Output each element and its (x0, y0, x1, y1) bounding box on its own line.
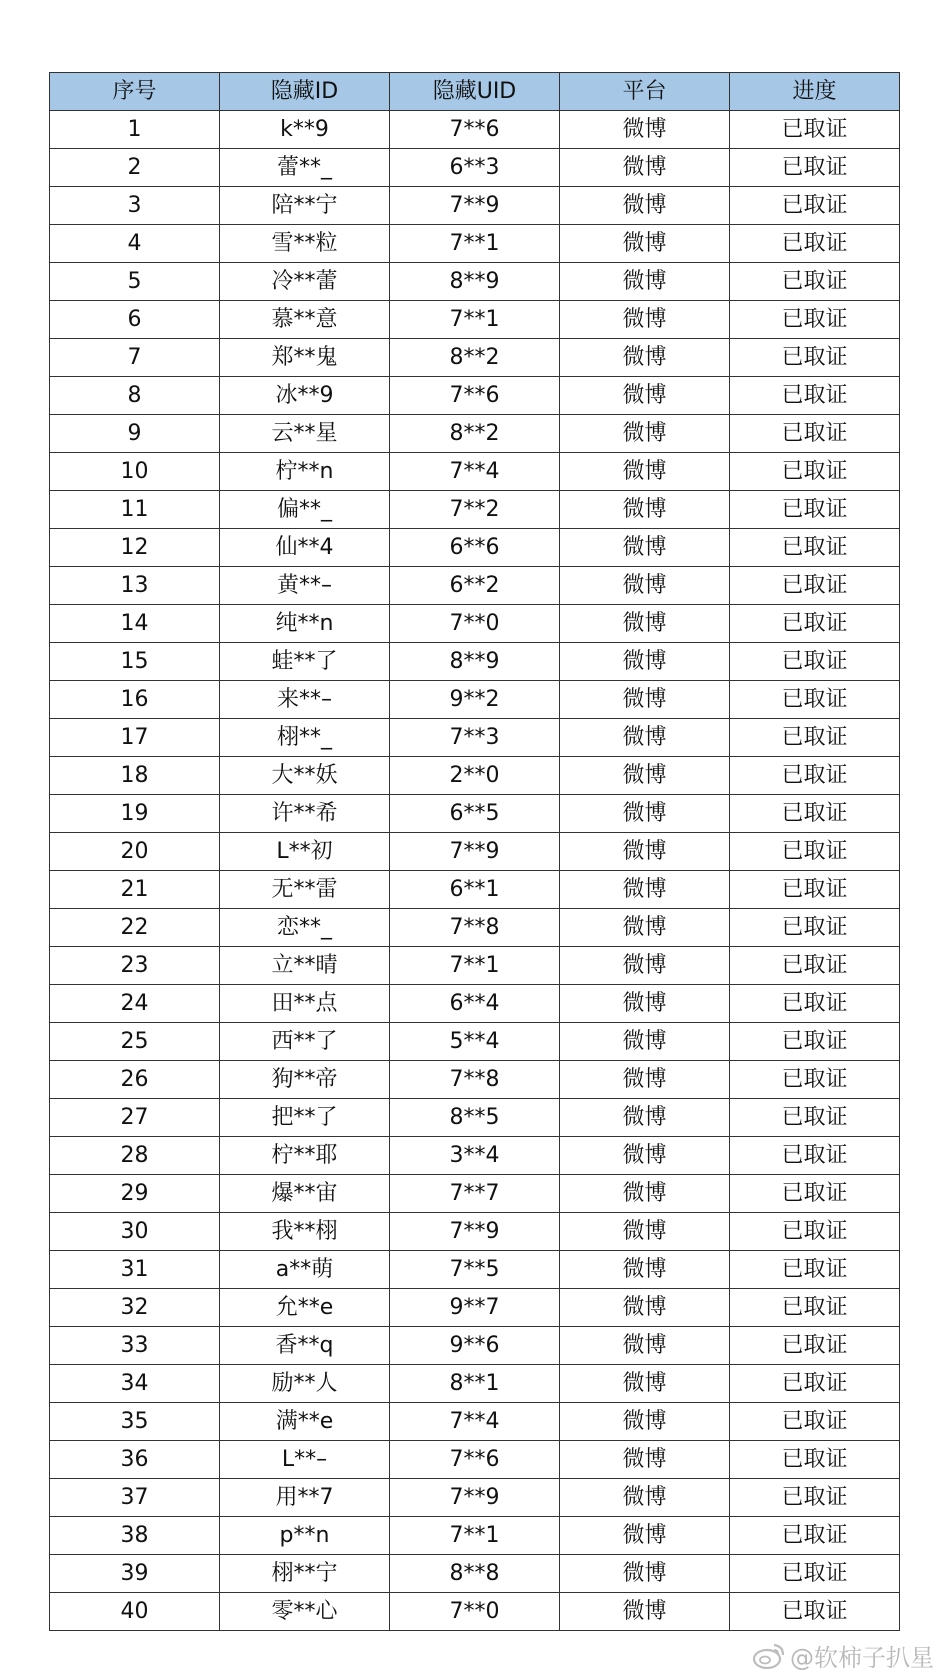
cell-platform: 微博 (560, 605, 730, 643)
cell-progress: 已取证 (730, 1365, 900, 1403)
cell-platform: 微博 (560, 1403, 730, 1441)
cell-progress: 已取证 (730, 757, 900, 795)
cell-platform: 微博 (560, 947, 730, 985)
cell-hidden-id: 我**栩 (220, 1213, 390, 1251)
cell-hidden-uid: 7**9 (390, 1479, 560, 1517)
table-row (50, 605, 900, 643)
cell-hidden-uid: 7**1 (390, 301, 560, 339)
cell-progress: 已取证 (730, 1289, 900, 1327)
cell-hidden-uid: 7**1 (390, 947, 560, 985)
cell-platform: 微博 (560, 985, 730, 1023)
cell-progress: 已取证 (730, 415, 900, 453)
table-header (50, 73, 900, 111)
cell-index: 23 (50, 947, 220, 985)
table-row (50, 149, 900, 187)
cell-hidden-id: 励**人 (220, 1365, 390, 1403)
cell-hidden-uid: 9**6 (390, 1327, 560, 1365)
watermark-text: @软柿子扒星 (790, 1644, 934, 1672)
table-row (50, 1289, 900, 1327)
cell-hidden-uid: 7**6 (390, 111, 560, 149)
cell-index: 39 (50, 1555, 220, 1593)
cell-hidden-id: 云**星 (220, 415, 390, 453)
cell-index: 37 (50, 1479, 220, 1517)
header-index: 序号 (50, 73, 220, 111)
cell-hidden-id: 恋**_ (220, 909, 390, 947)
cell-progress: 已取证 (730, 377, 900, 415)
cell-platform: 微博 (560, 149, 730, 187)
table-row (50, 1555, 900, 1593)
cell-hidden-uid: 8**8 (390, 1555, 560, 1593)
header-hidden-id: 隐藏ID (220, 73, 390, 111)
cell-hidden-id: a**萌 (220, 1251, 390, 1289)
cell-platform: 微博 (560, 415, 730, 453)
cell-hidden-uid: 7**7 (390, 1175, 560, 1213)
cell-platform: 微博 (560, 1213, 730, 1251)
table-row (50, 1251, 900, 1289)
table-row (50, 833, 900, 871)
table-row (50, 757, 900, 795)
table-row (50, 871, 900, 909)
cell-platform: 微博 (560, 1289, 730, 1327)
cell-progress: 已取证 (730, 339, 900, 377)
cell-index: 24 (50, 985, 220, 1023)
cell-hidden-id: 大**妖 (220, 757, 390, 795)
cell-index: 28 (50, 1137, 220, 1175)
cell-hidden-uid: 7**9 (390, 187, 560, 225)
cell-progress: 已取证 (730, 301, 900, 339)
cell-progress: 已取证 (730, 149, 900, 187)
cell-hidden-id: 爆**宙 (220, 1175, 390, 1213)
cell-progress: 已取证 (730, 1061, 900, 1099)
cell-hidden-id: 允**e (220, 1289, 390, 1327)
cell-hidden-id: 蛙**了 (220, 643, 390, 681)
table-row (50, 1365, 900, 1403)
cell-index: 20 (50, 833, 220, 871)
cell-hidden-uid: 7**8 (390, 1061, 560, 1099)
cell-index: 27 (50, 1099, 220, 1137)
cell-index: 16 (50, 681, 220, 719)
table-row (50, 491, 900, 529)
cell-index: 15 (50, 643, 220, 681)
cell-hidden-uid: 5**4 (390, 1023, 560, 1061)
table-row (50, 415, 900, 453)
cell-progress: 已取证 (730, 795, 900, 833)
cell-index: 2 (50, 149, 220, 187)
cell-hidden-id: 仙**4 (220, 529, 390, 567)
table-row (50, 643, 900, 681)
cell-platform: 微博 (560, 339, 730, 377)
cell-platform: 微博 (560, 909, 730, 947)
cell-progress: 已取证 (730, 1441, 900, 1479)
cell-hidden-uid: 7**5 (390, 1251, 560, 1289)
cell-platform: 微博 (560, 1099, 730, 1137)
cell-platform: 微博 (560, 1365, 730, 1403)
cell-platform: 微博 (560, 1251, 730, 1289)
cell-index: 8 (50, 377, 220, 415)
cell-index: 33 (50, 1327, 220, 1365)
cell-hidden-uid: 7**1 (390, 1517, 560, 1555)
cell-platform: 微博 (560, 1175, 730, 1213)
cell-index: 40 (50, 1593, 220, 1631)
cell-hidden-uid: 9**7 (390, 1289, 560, 1327)
cell-platform: 微博 (560, 111, 730, 149)
cell-platform: 微博 (560, 1061, 730, 1099)
cell-index: 22 (50, 909, 220, 947)
header-row (50, 73, 900, 111)
cell-progress: 已取证 (730, 643, 900, 681)
cell-platform: 微博 (560, 1137, 730, 1175)
cell-hidden-uid: 7**6 (390, 1441, 560, 1479)
table-row (50, 795, 900, 833)
cell-hidden-uid: 7**2 (390, 491, 560, 529)
cell-progress: 已取证 (730, 1517, 900, 1555)
cell-progress: 已取证 (730, 985, 900, 1023)
table-row (50, 1137, 900, 1175)
table-row (50, 681, 900, 719)
cell-progress: 已取证 (730, 871, 900, 909)
cell-platform: 微博 (560, 301, 730, 339)
cell-index: 9 (50, 415, 220, 453)
cell-platform: 微博 (560, 187, 730, 225)
cell-index: 34 (50, 1365, 220, 1403)
cell-platform: 微博 (560, 1517, 730, 1555)
cell-index: 12 (50, 529, 220, 567)
table-row (50, 301, 900, 339)
cell-platform: 微博 (560, 833, 730, 871)
cell-progress: 已取证 (730, 1593, 900, 1631)
cell-hidden-uid: 7**3 (390, 719, 560, 757)
cell-hidden-id: 冰**9 (220, 377, 390, 415)
evidence-table (49, 72, 900, 1631)
cell-hidden-uid: 8**1 (390, 1365, 560, 1403)
cell-index: 29 (50, 1175, 220, 1213)
cell-platform: 微博 (560, 529, 730, 567)
cell-hidden-id: 把**了 (220, 1099, 390, 1137)
cell-platform: 微博 (560, 1593, 730, 1631)
cell-index: 4 (50, 225, 220, 263)
cell-hidden-id: 栩**宁 (220, 1555, 390, 1593)
cell-index: 31 (50, 1251, 220, 1289)
cell-platform: 微博 (560, 795, 730, 833)
cell-hidden-uid: 8**2 (390, 415, 560, 453)
cell-hidden-id: k**9 (220, 111, 390, 149)
cell-platform: 微博 (560, 225, 730, 263)
cell-platform: 微博 (560, 643, 730, 681)
cell-index: 13 (50, 567, 220, 605)
table-row (50, 567, 900, 605)
cell-hidden-id: 陪**宁 (220, 187, 390, 225)
cell-hidden-id: 蕾**_ (220, 149, 390, 187)
cell-hidden-uid: 6**3 (390, 149, 560, 187)
cell-index: 32 (50, 1289, 220, 1327)
table-row (50, 187, 900, 225)
cell-index: 26 (50, 1061, 220, 1099)
cell-hidden-uid: 7**9 (390, 1213, 560, 1251)
cell-hidden-uid: 8**5 (390, 1099, 560, 1137)
cell-hidden-id: 来**– (220, 681, 390, 719)
cell-hidden-id: 柠**n (220, 453, 390, 491)
cell-hidden-uid: 8**2 (390, 339, 560, 377)
cell-index: 36 (50, 1441, 220, 1479)
cell-progress: 已取证 (730, 909, 900, 947)
cell-index: 19 (50, 795, 220, 833)
table-row (50, 1175, 900, 1213)
cell-progress: 已取证 (730, 1403, 900, 1441)
cell-hidden-id: 田**点 (220, 985, 390, 1023)
cell-index: 7 (50, 339, 220, 377)
cell-progress: 已取证 (730, 719, 900, 757)
cell-index: 1 (50, 111, 220, 149)
cell-hidden-id: 西**了 (220, 1023, 390, 1061)
table-row (50, 529, 900, 567)
cell-progress: 已取证 (730, 529, 900, 567)
cell-progress: 已取证 (730, 1213, 900, 1251)
cell-platform: 微博 (560, 871, 730, 909)
cell-index: 35 (50, 1403, 220, 1441)
cell-progress: 已取证 (730, 491, 900, 529)
cell-platform: 微博 (560, 1023, 730, 1061)
header-platform: 平台 (560, 73, 730, 111)
cell-index: 38 (50, 1517, 220, 1555)
header-progress: 进度 (730, 73, 900, 111)
cell-platform: 微博 (560, 1555, 730, 1593)
table-row (50, 1061, 900, 1099)
cell-hidden-uid: 7**4 (390, 1403, 560, 1441)
cell-index: 17 (50, 719, 220, 757)
cell-hidden-uid: 7**6 (390, 377, 560, 415)
table-row (50, 453, 900, 491)
cell-progress: 已取证 (730, 1023, 900, 1061)
cell-progress: 已取证 (730, 947, 900, 985)
table-row (50, 225, 900, 263)
table-row (50, 111, 900, 149)
cell-platform: 微博 (560, 453, 730, 491)
table-row (50, 947, 900, 985)
cell-index: 5 (50, 263, 220, 301)
cell-progress: 已取证 (730, 1479, 900, 1517)
cell-hidden-uid: 7**0 (390, 1593, 560, 1631)
cell-index: 11 (50, 491, 220, 529)
cell-platform: 微博 (560, 719, 730, 757)
table-row (50, 1517, 900, 1555)
cell-hidden-id: 狗**帝 (220, 1061, 390, 1099)
cell-progress: 已取证 (730, 1175, 900, 1213)
cell-hidden-uid: 6**1 (390, 871, 560, 909)
table-row (50, 719, 900, 757)
cell-hidden-uid: 7**4 (390, 453, 560, 491)
cell-hidden-id: 偏**_ (220, 491, 390, 529)
cell-hidden-uid: 7**0 (390, 605, 560, 643)
table-row (50, 1213, 900, 1251)
cell-progress: 已取证 (730, 453, 900, 491)
cell-platform: 微博 (560, 681, 730, 719)
cell-index: 10 (50, 453, 220, 491)
cell-platform: 微博 (560, 377, 730, 415)
cell-progress: 已取证 (730, 605, 900, 643)
cell-hidden-id: p**n (220, 1517, 390, 1555)
cell-hidden-id: 栩**_ (220, 719, 390, 757)
cell-hidden-uid: 6**5 (390, 795, 560, 833)
cell-hidden-id: 柠**耶 (220, 1137, 390, 1175)
table-row (50, 339, 900, 377)
cell-index: 21 (50, 871, 220, 909)
cell-platform: 微博 (560, 567, 730, 605)
cell-hidden-id: 满**e (220, 1403, 390, 1441)
cell-hidden-id: L**初 (220, 833, 390, 871)
cell-hidden-id: 黄**– (220, 567, 390, 605)
cell-progress: 已取证 (730, 833, 900, 871)
cell-index: 3 (50, 187, 220, 225)
cell-progress: 已取证 (730, 187, 900, 225)
cell-hidden-id: 香**q (220, 1327, 390, 1365)
cell-hidden-uid: 8**9 (390, 643, 560, 681)
cell-hidden-id: 用**7 (220, 1479, 390, 1517)
table-row (50, 1441, 900, 1479)
cell-hidden-uid: 9**2 (390, 681, 560, 719)
cell-index: 6 (50, 301, 220, 339)
table-row (50, 1593, 900, 1631)
cell-hidden-uid: 6**4 (390, 985, 560, 1023)
cell-index: 30 (50, 1213, 220, 1251)
cell-progress: 已取证 (730, 1099, 900, 1137)
cell-hidden-id: 雪**粒 (220, 225, 390, 263)
table-row (50, 985, 900, 1023)
cell-hidden-id: 无**雷 (220, 871, 390, 909)
cell-hidden-uid: 7**9 (390, 833, 560, 871)
cell-hidden-id: 许**希 (220, 795, 390, 833)
cell-progress: 已取证 (730, 1327, 900, 1365)
cell-index: 18 (50, 757, 220, 795)
cell-index: 14 (50, 605, 220, 643)
table-row (50, 377, 900, 415)
table-row (50, 1099, 900, 1137)
cell-hidden-id: 慕**意 (220, 301, 390, 339)
watermark (752, 1638, 934, 1673)
cell-hidden-id: 立**晴 (220, 947, 390, 985)
weibo-logo-icon (752, 1642, 786, 1670)
cell-hidden-uid: 2**0 (390, 757, 560, 795)
cell-index: 25 (50, 1023, 220, 1061)
cell-hidden-uid: 8**9 (390, 263, 560, 301)
cell-hidden-id: L**– (220, 1441, 390, 1479)
cell-hidden-id: 纯**n (220, 605, 390, 643)
table-row (50, 1479, 900, 1517)
cell-platform: 微博 (560, 1441, 730, 1479)
cell-hidden-id: 零**心 (220, 1593, 390, 1631)
cell-hidden-uid: 7**8 (390, 909, 560, 947)
cell-platform: 微博 (560, 1327, 730, 1365)
cell-progress: 已取证 (730, 263, 900, 301)
cell-hidden-uid: 3**4 (390, 1137, 560, 1175)
cell-progress: 已取证 (730, 681, 900, 719)
table-row (50, 1327, 900, 1365)
table-row (50, 263, 900, 301)
cell-platform: 微博 (560, 757, 730, 795)
table-row (50, 1023, 900, 1061)
cell-progress: 已取证 (730, 567, 900, 605)
cell-progress: 已取证 (730, 111, 900, 149)
cell-progress: 已取证 (730, 1251, 900, 1289)
header-hidden-uid: 隐藏UID (390, 73, 560, 111)
cell-platform: 微博 (560, 263, 730, 301)
cell-hidden-id: 冷**蕾 (220, 263, 390, 301)
cell-progress: 已取证 (730, 1555, 900, 1593)
cell-progress: 已取证 (730, 1137, 900, 1175)
cell-hidden-uid: 7**1 (390, 225, 560, 263)
cell-hidden-uid: 6**6 (390, 529, 560, 567)
cell-hidden-uid: 6**2 (390, 567, 560, 605)
table-row (50, 909, 900, 947)
cell-platform: 微博 (560, 1479, 730, 1517)
cell-hidden-id: 郑**鬼 (220, 339, 390, 377)
table-body (50, 111, 900, 1631)
cell-platform: 微博 (560, 491, 730, 529)
cell-progress: 已取证 (730, 225, 900, 263)
table-row (50, 1403, 900, 1441)
